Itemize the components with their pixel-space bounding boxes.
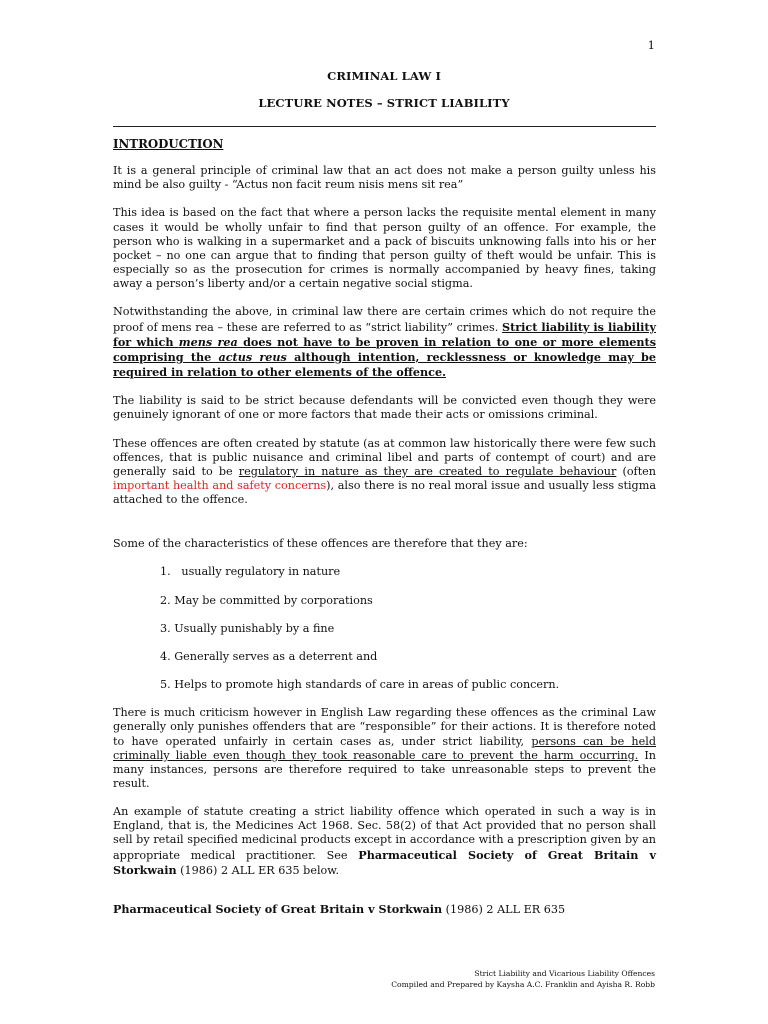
p5-text-a: These offences are often created by statute (as at common law historically there were few such offences, that is public nuisance and criminal libel and parts of contempt of court) and are generally said to be <box>113 436 656 478</box>
actus-reus-term: actus reus <box>218 349 287 364</box>
list-text: usually regulatory in nature <box>174 565 341 579</box>
list-text: Generally serves as a deterrent and <box>174 649 378 663</box>
mens-rea-term: mens rea <box>178 334 238 349</box>
list-number: 5. <box>160 678 171 692</box>
p3-text: Notwithstanding the above, in criminal law there are certain crimes which do not require the proof of mens rea – these are referred to as “strict liability” crimes. <box>113 305 656 334</box>
p7-text-a: There is much criticism however in English Law regarding these offences as the criminal Law generally only punishes offenders that are “responsible” for their actions. It is therefore noted to have operated unfairly in certain cases as, under strict liability, <box>113 706 656 748</box>
p5-text-b: (often <box>616 464 657 478</box>
list-item <box>160 650 656 664</box>
list-item <box>160 622 656 636</box>
paragraph-8 <box>113 805 656 878</box>
definition-part-c: although intention, recklessness or knowledge may be required in relation to other elements of the offence. <box>113 349 656 380</box>
paragraph-2: This idea is based on the fact that where a person lacks the requisite mental element in many cases it would be wholly unfair to find that person guilty of an offence. For example, the person who is walking in a supermarket and a pack of biscuits unknowing falls into his or her pocket – no one can argue that to finding that person guilty of theft would be unfair. This is especially so as the prosecution for crimes is normally accompanied by heavy fines, taking away a person’s liberty and/or a certain negative social stigma. <box>113 206 656 291</box>
list-item <box>160 678 656 692</box>
case-citation: (1986) 2 ALL ER 635 <box>442 902 566 916</box>
p5-text-c: ), also there is no real moral issue and usually less stigma attached to the offence. <box>113 478 656 507</box>
criminally-liable-phrase: persons can be held criminally liable even though they took reasonable care to prevent the harm occurring. <box>113 734 656 762</box>
list-text: May be committed by corporations <box>174 593 373 607</box>
list-item <box>160 565 656 579</box>
paragraph-3 <box>113 305 656 380</box>
paragraph-7 <box>113 706 656 791</box>
document-title: CRIMINAL LAW I <box>327 69 441 83</box>
definition-part-a: Strict liability is liability for which <box>113 319 656 349</box>
list-text: Usually punishably by a fine <box>174 621 335 635</box>
p8-text-a: An example of statute creating a strict liability offence which operated in such a way is in England, that is, the Medicines Act 1968. Sec. 58(2) of that Act provided that no person shall sell by retail specified medicinal products except in accordance with a prescription given by an appropriate medical practitioner. See <box>113 805 656 862</box>
case-reference: Pharmaceutical Society of Great Britain v Storkwain <box>113 847 657 877</box>
paragraph-5 <box>113 437 656 508</box>
list-text: Helps to promote high standards of care in areas of public concern. <box>174 678 560 692</box>
p8-text-b: (1986) 2 ALL ER 635 below. <box>176 863 340 877</box>
list-number: 2. <box>160 593 171 607</box>
paragraph-4: The liability is said to be strict because defendants will be convicted even though they were genuinely ignorant of one or more factors that made their acts or omissions criminal. <box>113 394 656 422</box>
case-name: Pharmaceutical Society of Great Britain v Storkwain <box>113 901 443 916</box>
regulatory-phrase: regulatory in nature as they are created to regulate behaviour <box>238 464 617 478</box>
paragraph-6: Some of the characteristics of these offences are therefore that they are: <box>113 537 528 551</box>
list-number: 3. <box>160 621 171 635</box>
footer-title: Strict Liability and Vicarious Liability Offences <box>474 969 655 978</box>
introduction-heading: INTRODUCTION <box>113 137 224 151</box>
page-footer <box>391 968 655 990</box>
case-heading <box>113 902 656 917</box>
page-number: 1 <box>647 38 655 52</box>
list-number: 4. <box>160 649 171 663</box>
list-number: 1. <box>160 565 171 579</box>
list-item <box>160 594 656 608</box>
footer-authors: Compiled and Prepared by Kaysha A.C. Franklin and Ayisha R. Robb <box>391 980 655 989</box>
header-rule <box>113 126 656 127</box>
characteristics-list <box>113 565 656 692</box>
document-body <box>113 137 656 917</box>
health-safety-phrase: important health and safety concerns <box>113 478 327 492</box>
document-subtitle: LECTURE NOTES – STRICT LIABILITY <box>258 96 510 110</box>
paragraph-1: It is a general principle of criminal law that an act does not make a person guilty unless his mind be also guilty - “Actus non facit reum nisis mens sit rea” <box>113 164 656 192</box>
definition-part-b: does not have to be proven in relation to one or more elements comprising the <box>113 334 657 364</box>
p7-text-b: In many instances, persons are therefore required to take unreasonable steps to prevent the result. <box>113 748 656 790</box>
spacer <box>113 521 656 537</box>
